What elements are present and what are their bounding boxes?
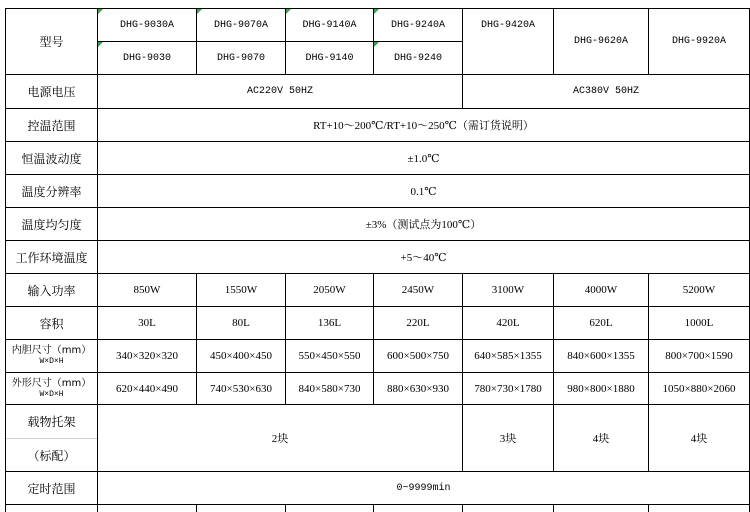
ambient-temp-value: +5～40℃ (400, 252, 447, 264)
input-power-cell: 850W (133, 284, 161, 296)
label-ambient-temp: 工作环境温度 (15, 250, 88, 265)
input-power-cell: 2050W (313, 284, 346, 296)
label-temp-range: 控温范围 (27, 118, 76, 133)
power-supply-380v: AC380V 50HZ (572, 86, 639, 97)
inner-size-cell: 450×400×450 (210, 350, 272, 362)
model-9140: DHG-9140 (305, 52, 354, 64)
volume-cell: 30L (138, 317, 156, 329)
temp-range-value: RT+10～200℃/RT+10～250℃（需订货说明） (313, 120, 534, 132)
model-9420a: DHG-9420A (480, 19, 535, 31)
input-power-cell: 4000W (584, 284, 618, 296)
model-9620a: DHG-9620A (573, 36, 628, 47)
model-9070a: DHG-9070A (213, 19, 268, 31)
model-9030a: DHG-9030A (119, 19, 174, 31)
shelf-count-cell: 4块 (690, 433, 708, 445)
power-supply-220v: AC220V 50HZ (246, 86, 313, 97)
input-power-cell: 5200W (682, 284, 716, 296)
label-temp-resolution: 温度分辨率 (21, 184, 82, 199)
outer-size-cell: 980×800×1880 (567, 382, 635, 395)
timer-value: 0~9999min (396, 482, 451, 494)
volume-cell: 1000L (684, 317, 714, 329)
temp-fluctuation-value: ±1.0℃ (407, 152, 440, 165)
label-inner-size-line1: 内胆尺寸（mm） (11, 345, 92, 356)
label-outer-size-line1: 外形尺寸（mm） (11, 377, 92, 389)
volume-cell: 420L (496, 317, 520, 329)
label-temp-uniformity: 温度均匀度 (21, 217, 82, 232)
inner-size-cell: 800×700×1590 (665, 350, 733, 362)
label-inner-size (6, 340, 97, 372)
model-9240: DHG-9240 (393, 52, 442, 64)
label-volume: 容积 (39, 316, 64, 331)
input-power-cell: 1550W (224, 284, 258, 296)
volume-cell: 220L (406, 317, 430, 329)
label-outer-size-line2: W×D×H (39, 389, 64, 399)
inner-size-cell: 550×450×550 (298, 350, 361, 362)
outer-size-cell: 740×530×630 (210, 382, 272, 395)
outer-size-cell: 620×440×490 (116, 382, 178, 395)
volume-cell: 136L (317, 317, 342, 329)
label-shelf: 载物托架 (27, 415, 76, 429)
label-inner-size-line2: W×D×H (39, 357, 64, 366)
inner-size-cell: 640×585×1355 (474, 350, 542, 362)
inner-size-cell: 840×600×1355 (567, 350, 635, 362)
outer-size-cell: 1050×880×2060 (662, 382, 736, 395)
label-timer: 定时范围 (27, 481, 76, 496)
model-9070: DHG-9070 (216, 52, 265, 64)
inner-size-cell: 340×320×320 (116, 350, 178, 362)
volume-cell: 620L (589, 317, 613, 329)
model-9030: DHG-9030 (122, 52, 171, 64)
inner-size-cell: 600×500×750 (387, 350, 449, 362)
model-9140a: DHG-9140A (302, 19, 357, 31)
outer-size-cell: 840×580×730 (298, 382, 361, 395)
shelf-count-cell: 2块 (271, 433, 289, 445)
label-outer-size (6, 373, 97, 404)
outer-size-cell: 780×730×1780 (474, 382, 542, 395)
volume-cell: 80L (232, 317, 250, 329)
shelf-count-cell: 4块 (592, 433, 610, 445)
label-input-power: 输入功率 (27, 283, 76, 298)
shelf-count-cell: 3块 (499, 433, 517, 445)
model-9920a: DHG-9920A (671, 36, 726, 47)
label-temp-fluctuation: 恒温波动度 (21, 151, 82, 166)
input-power-cell: 2450W (401, 284, 435, 296)
label-model: 型号 (39, 35, 64, 49)
outer-size-cell: 880×630×930 (387, 382, 449, 395)
input-power-cell: 3100W (491, 284, 525, 296)
temp-uniformity-value: ±3%（测试点为100℃） (365, 219, 482, 231)
label-shelf-standard: （标配） (27, 448, 76, 463)
model-9240a: DHG-9240A (390, 19, 445, 31)
label-power-supply: 电源电压 (27, 85, 76, 99)
temp-resolution-value: 0.1℃ (410, 185, 437, 198)
